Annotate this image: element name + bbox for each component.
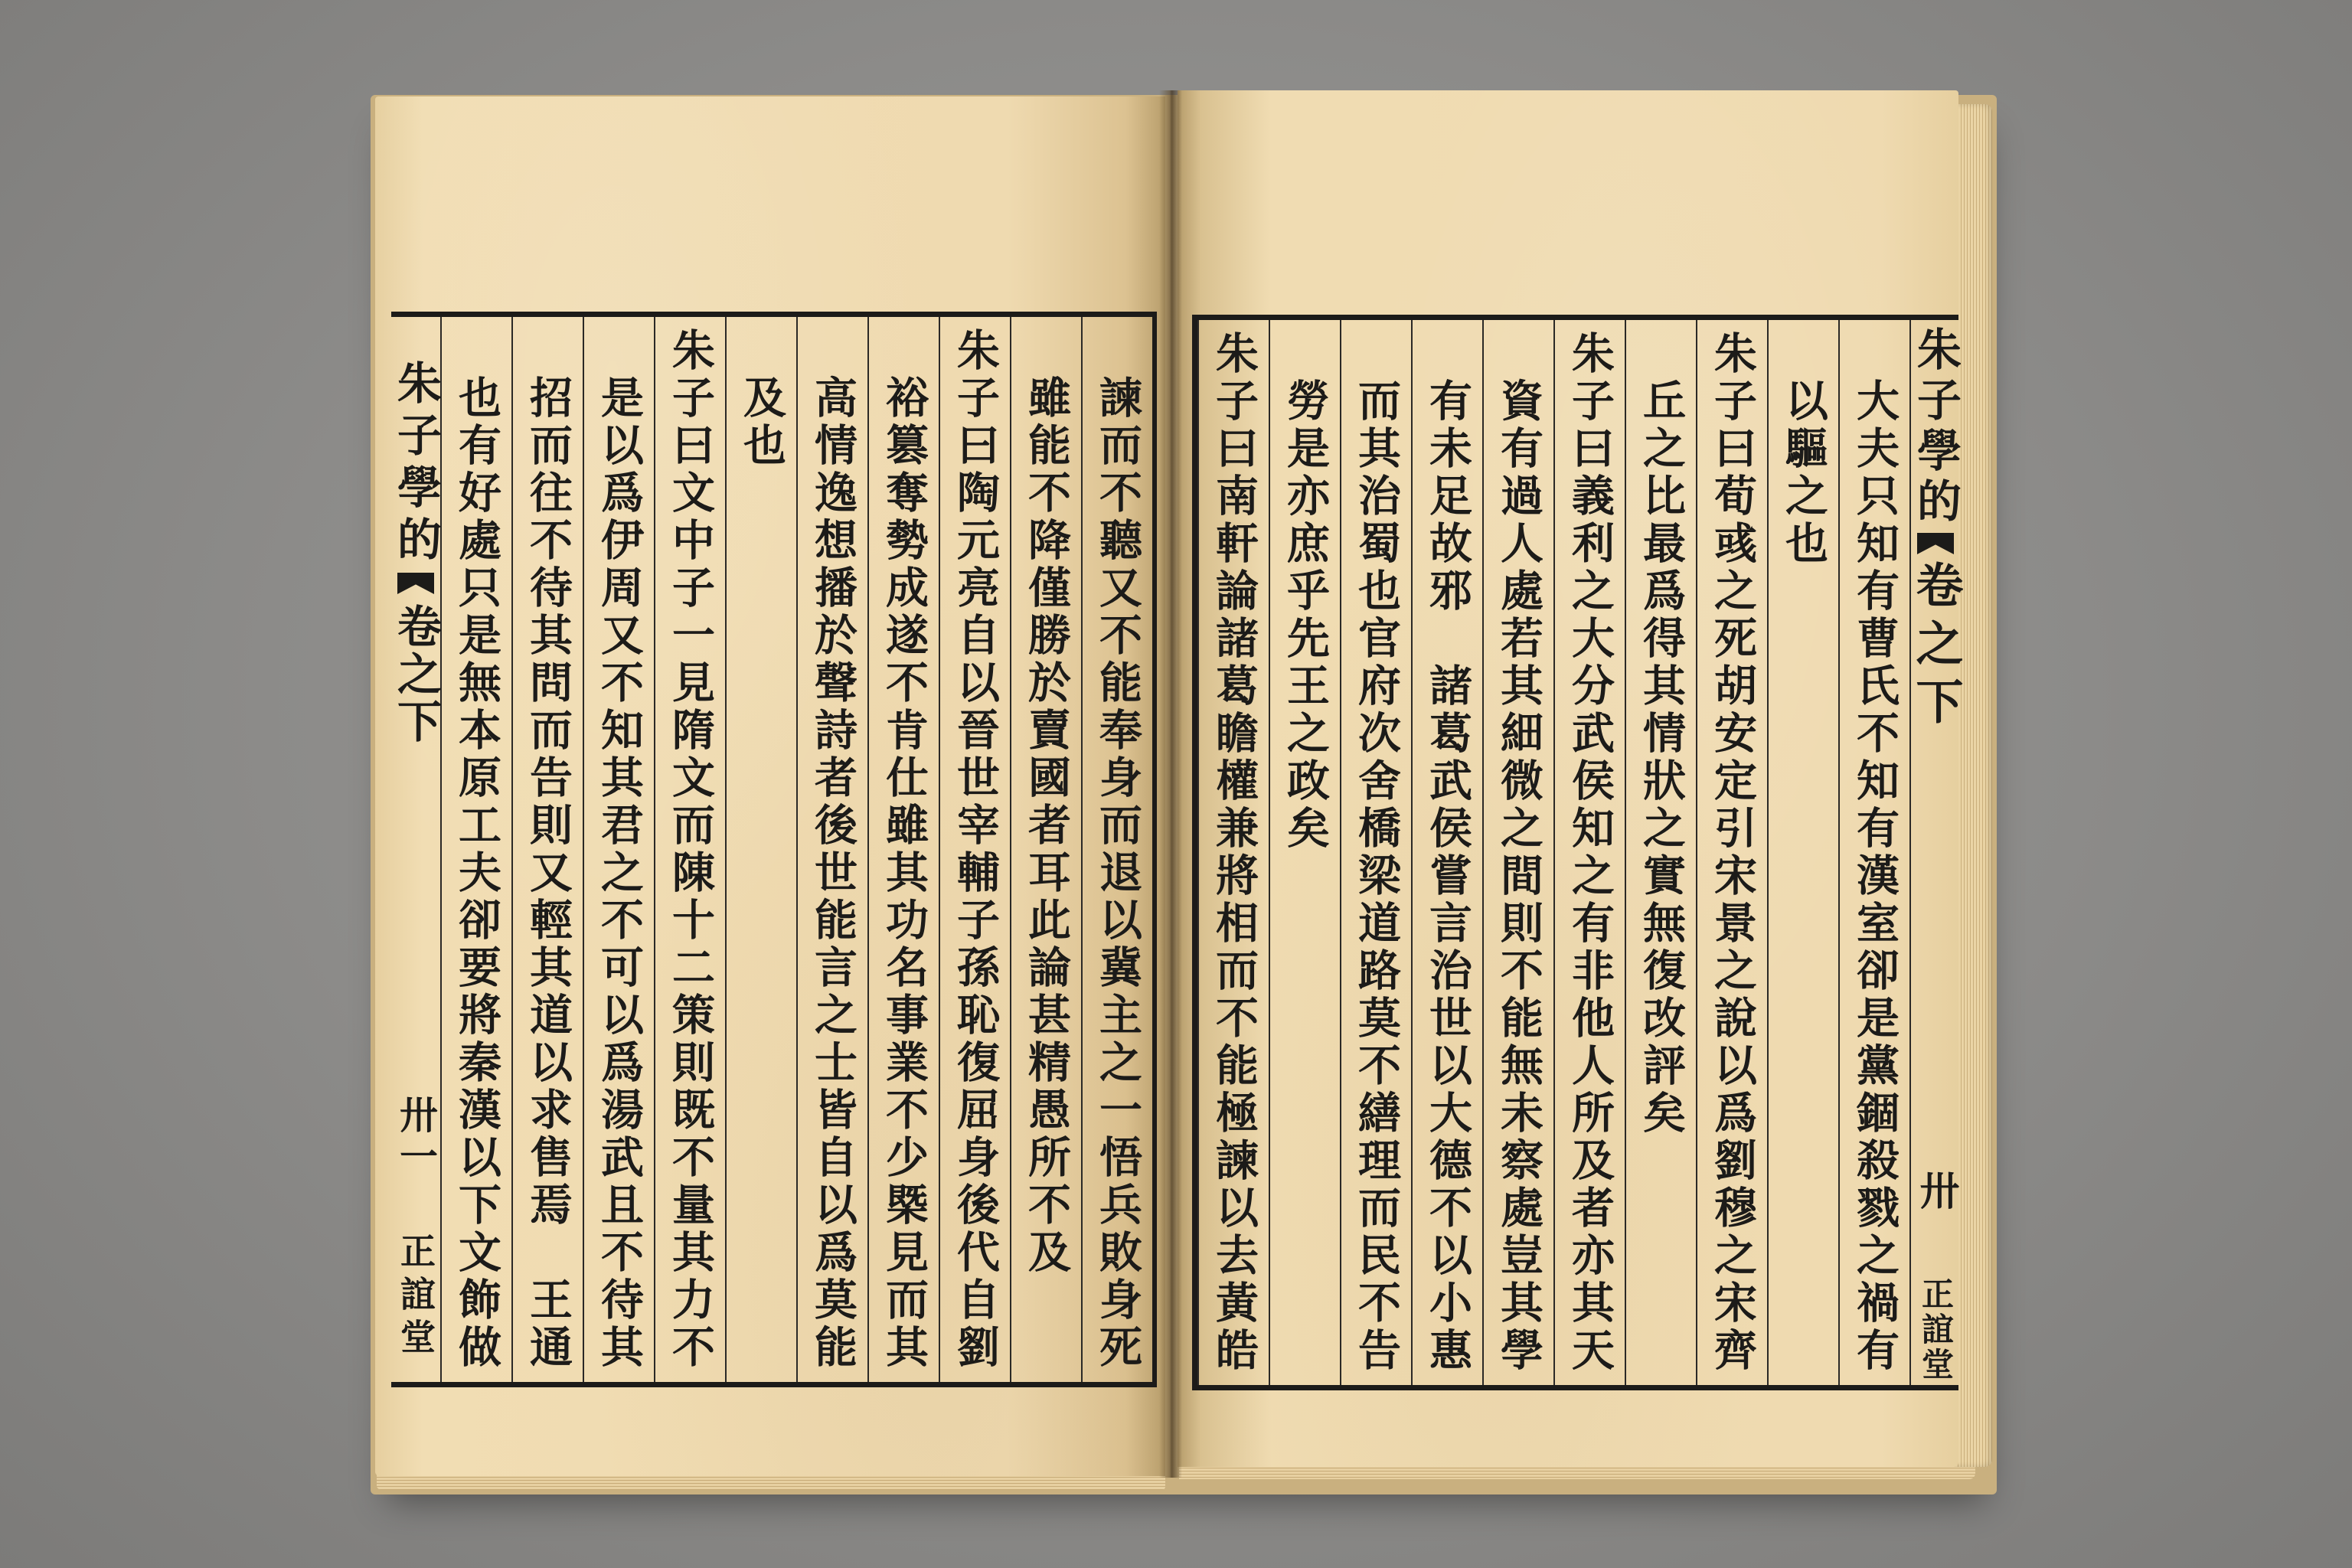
fishtail-mark-icon [1917,533,1954,554]
banxin-leaf-number: 卅一 [394,1095,439,1178]
text-column: 而其治蜀也官府次舍橋梁道路莫不繕理而民不告 [1340,320,1411,1385]
left-page-edges [377,1475,1165,1490]
text-column: 也有好處只是無本原工夫卻要將秦漢以下文飾做 [440,317,511,1382]
text-column: 諫而不聽又不能奉身而退以冀主之一悟兵敗身死 [1081,317,1152,1382]
banxin-volume: 卷之下 [1908,560,1964,735]
banxin-publisher: 正誼堂 [395,1233,436,1361]
text-column: 及也 [725,317,796,1382]
text-column: 雖能不降僅勝於賣國者耳此論甚精愚所不及 [1010,317,1081,1382]
text-column: 朱子曰荀彧之死胡安定引宋景之說以爲劉穆之宋齊 [1696,320,1767,1385]
right-page-banxin [1908,320,1964,1385]
fishtail-mark-icon [397,573,434,594]
text-column: 勞是亦庶乎先王之政矣 [1269,320,1340,1385]
text-column: 朱子曰陶元亮自以晉世宰輔子孫恥復屈身後代自劉 [939,317,1010,1382]
banxin-leaf-number: 卅 [1913,1170,1959,1213]
text-column: 丘之比最爲得其情狀之實無復改評矣 [1625,320,1696,1385]
text-column: 朱子曰義利之大分武侯知之有非他人所及者亦其天 [1553,320,1625,1385]
right-page-text-frame [1192,315,1964,1390]
text-column: 資有過人處若其細微之間則不能無未察處豈其學 [1482,320,1553,1385]
text-column: 大夫只知有曹氏不知有漢室卻是黨錮殺戮之禍有 [1838,320,1909,1385]
banxin-volume: 卷之下 [390,603,442,746]
book-gutter [1159,90,1182,1478]
text-column: 有未足故邪 諸葛武侯嘗言治世以大德不以小惠 [1411,320,1482,1385]
right-page [1178,90,1964,1467]
text-column: 是以爲伊周又不知其君之不可以爲湯武且不待其 [583,317,654,1382]
left-page [375,96,1165,1476]
text-column: 朱子曰文中子一見隋文而陳十二策則既不量其力不 [654,317,725,1382]
text-column: 招而往不待其問而告則又輕其道以求售焉 王通 [511,317,583,1382]
right-page-bottom-edges [1179,1465,1975,1479]
left-page-text-frame [391,312,1157,1387]
text-column: 高情逸想播於聲詩者後世能言之士皆自以爲莫能 [796,317,867,1382]
banxin-publisher: 正誼堂 [1917,1277,1955,1383]
left-page-banxin [391,317,440,1382]
banxin-title: 朱子學的 [1909,326,1962,528]
text-column: 朱子曰南軒論諸葛瞻權兼將相而不能極諫以去黃皓 [1197,320,1269,1385]
text-column: 以驅之也 [1767,320,1838,1385]
banxin-title: 朱子學的 [390,360,442,568]
text-column: 裕篡奪勢成遂不肯仕雖其功名事業不少槩見而其 [867,317,939,1382]
